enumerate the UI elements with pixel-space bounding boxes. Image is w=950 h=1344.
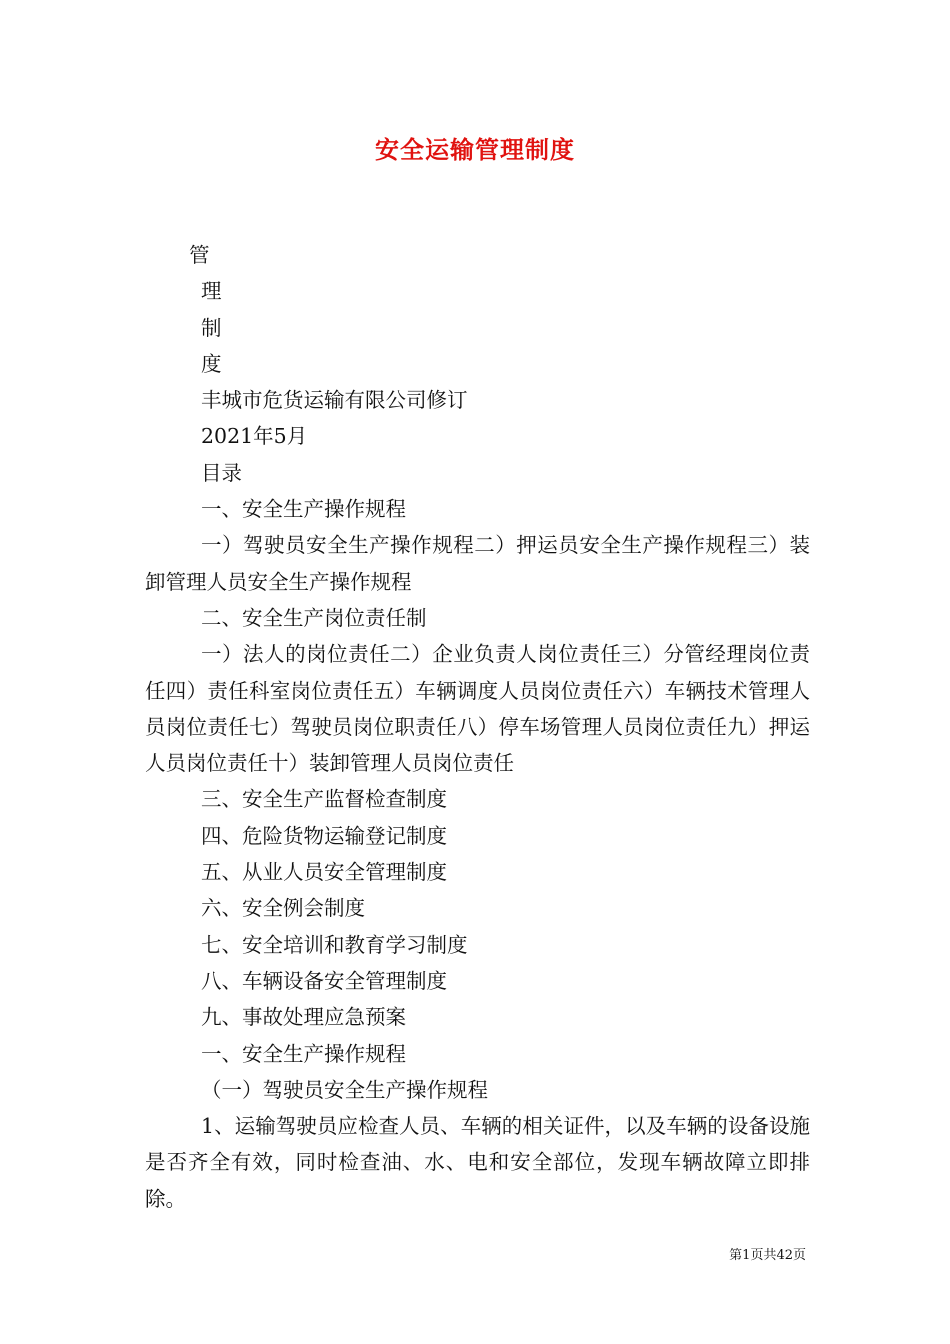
toc-section: 八、车辆设备安全管理制度 [201, 968, 447, 993]
toc-section: 九、事故处理应急预案 [201, 1005, 406, 1030]
toc-section: 七、安全培训和教育学习制度 [201, 932, 468, 957]
toc-section: 一、安全生产操作规程 [201, 497, 406, 522]
company-line: 丰城市危货运输有限公司修订 [201, 388, 468, 413]
chapter-subheading: （一）驾驶员安全生产操作规程 [201, 1077, 488, 1102]
vertical-char: 理 [201, 279, 222, 304]
toc-section: 二、安全生产岗位责任制 [201, 605, 427, 630]
vertical-char: 制 [201, 315, 222, 340]
toc-section: 五、从业人员安全管理制度 [201, 860, 447, 885]
document-body [145, 237, 810, 1217]
toc-section: 六、安全例会制度 [201, 896, 365, 921]
toc-section: 四、危险货物运输登记制度 [201, 823, 447, 848]
toc-items: 一）驾驶员安全生产操作规程二）押运员安全生产操作规程三）装卸管理人员安全生产操作规程 [145, 533, 810, 594]
toc-items: 一）法人的岗位责任二）企业负责人岗位责任三）分管经理岗位责任四）责任科室岗位责任五）车辆调度人员岗位责任六）车辆技术管理人员岗位责任七）驾驶员岗位职责任八）停车场管理人员岗位责任九）押运人员岗位责任十）装卸管理人员岗位责任 [145, 642, 810, 776]
chapter-heading: 一、安全生产操作规程 [201, 1041, 406, 1066]
body-paragraph: 1、运输驾驶员应检查人员、车辆的相关证件，以及车辆的设备设施是否齐全有效，同时检查油、水、电和安全部位，发现车辆故障立即排除。 [145, 1114, 810, 1211]
document-title: 安全运输管理制度 [375, 135, 575, 164]
toc-heading: 目录 [201, 460, 242, 485]
date-line: 2021年5月 [201, 424, 308, 449]
page-number: 第1页共42页 [729, 1248, 806, 1263]
vertical-char: 管 [189, 243, 210, 267]
toc-section: 三、安全生产监督检查制度 [201, 787, 447, 812]
vertical-char: 度 [201, 351, 222, 376]
